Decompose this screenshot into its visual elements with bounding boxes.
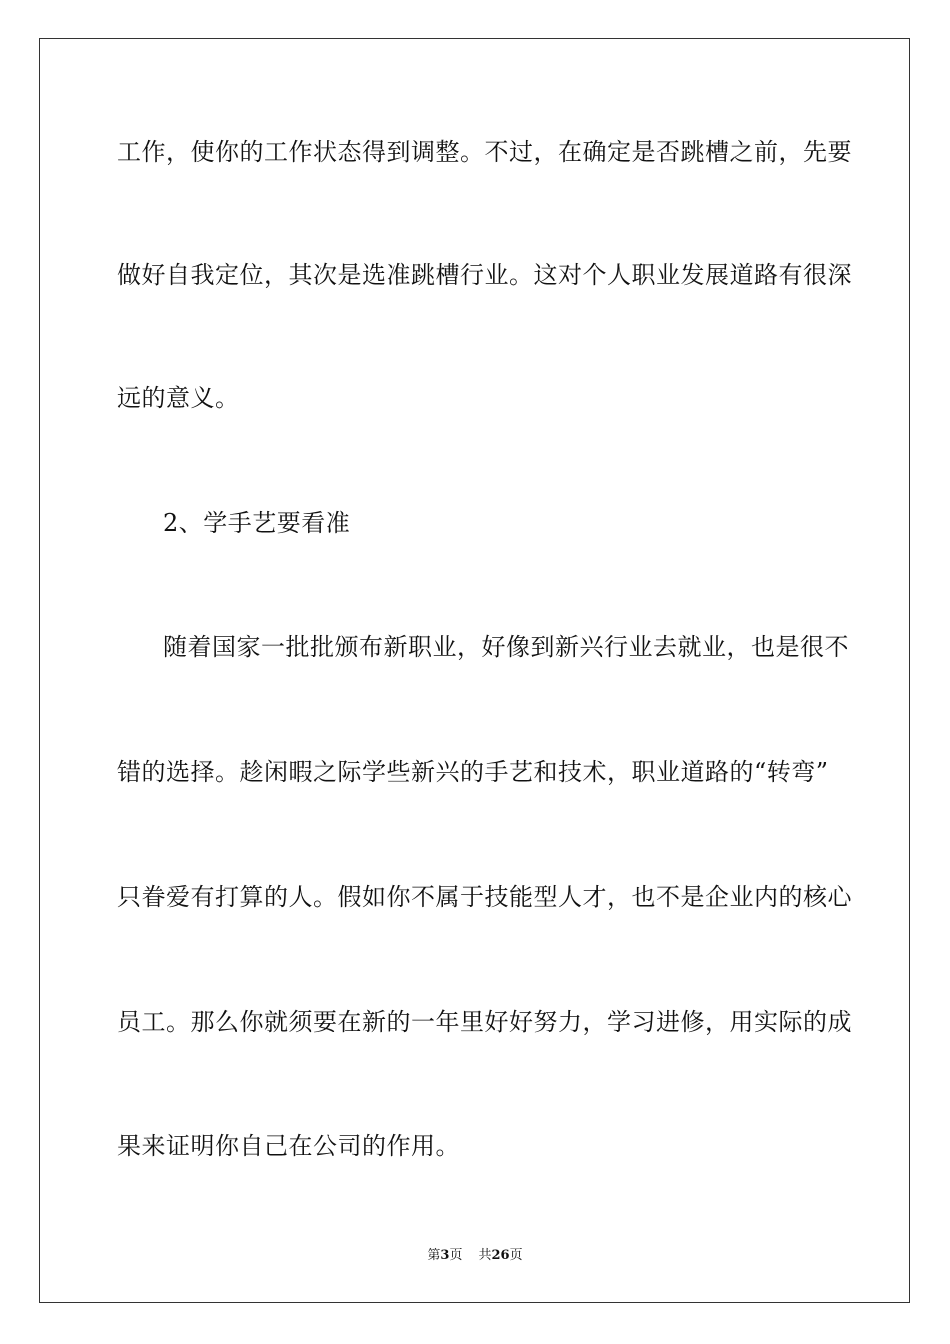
section-heading: 2、学手艺要看准 <box>163 509 351 537</box>
page-label-suffix: 页 <box>449 1248 463 1263</box>
paragraph-line: 远的意义。 <box>117 384 240 412</box>
paragraph-line: 员工。那么你就须要在新的一年里好好努力，学习进修，用实际的成 <box>117 1008 852 1036</box>
page-border <box>39 38 910 1303</box>
total-pages: 26 <box>491 1248 510 1263</box>
page-footer <box>0 1247 950 1265</box>
paragraph-line: 做好自我定位，其次是选准跳槽行业。这对个人职业发展道路有很深 <box>117 261 852 289</box>
paragraph-line: 果来证明你自己在公司的作用。 <box>117 1132 460 1160</box>
page-number: 3 <box>440 1248 450 1263</box>
total-label-suffix: 页 <box>509 1248 523 1263</box>
paragraph-line: 只眷爱有打算的人。假如你不属于技能型人才，也不是企业内的核心 <box>117 883 852 911</box>
total-label-prefix: 共 <box>478 1248 492 1263</box>
page-label-prefix: 第 <box>427 1248 441 1263</box>
paragraph-line: 随着国家一批批颁布新职业，好像到新兴行业去就业，也是很不 <box>163 633 849 661</box>
paragraph-line: 错的选择。趁闲暇之际学些新兴的手艺和技术，职业道路的“转弯” <box>117 758 829 786</box>
paragraph-line: 工作，使你的工作状态得到调整。不过，在确定是否跳槽之前，先要 <box>117 138 852 166</box>
